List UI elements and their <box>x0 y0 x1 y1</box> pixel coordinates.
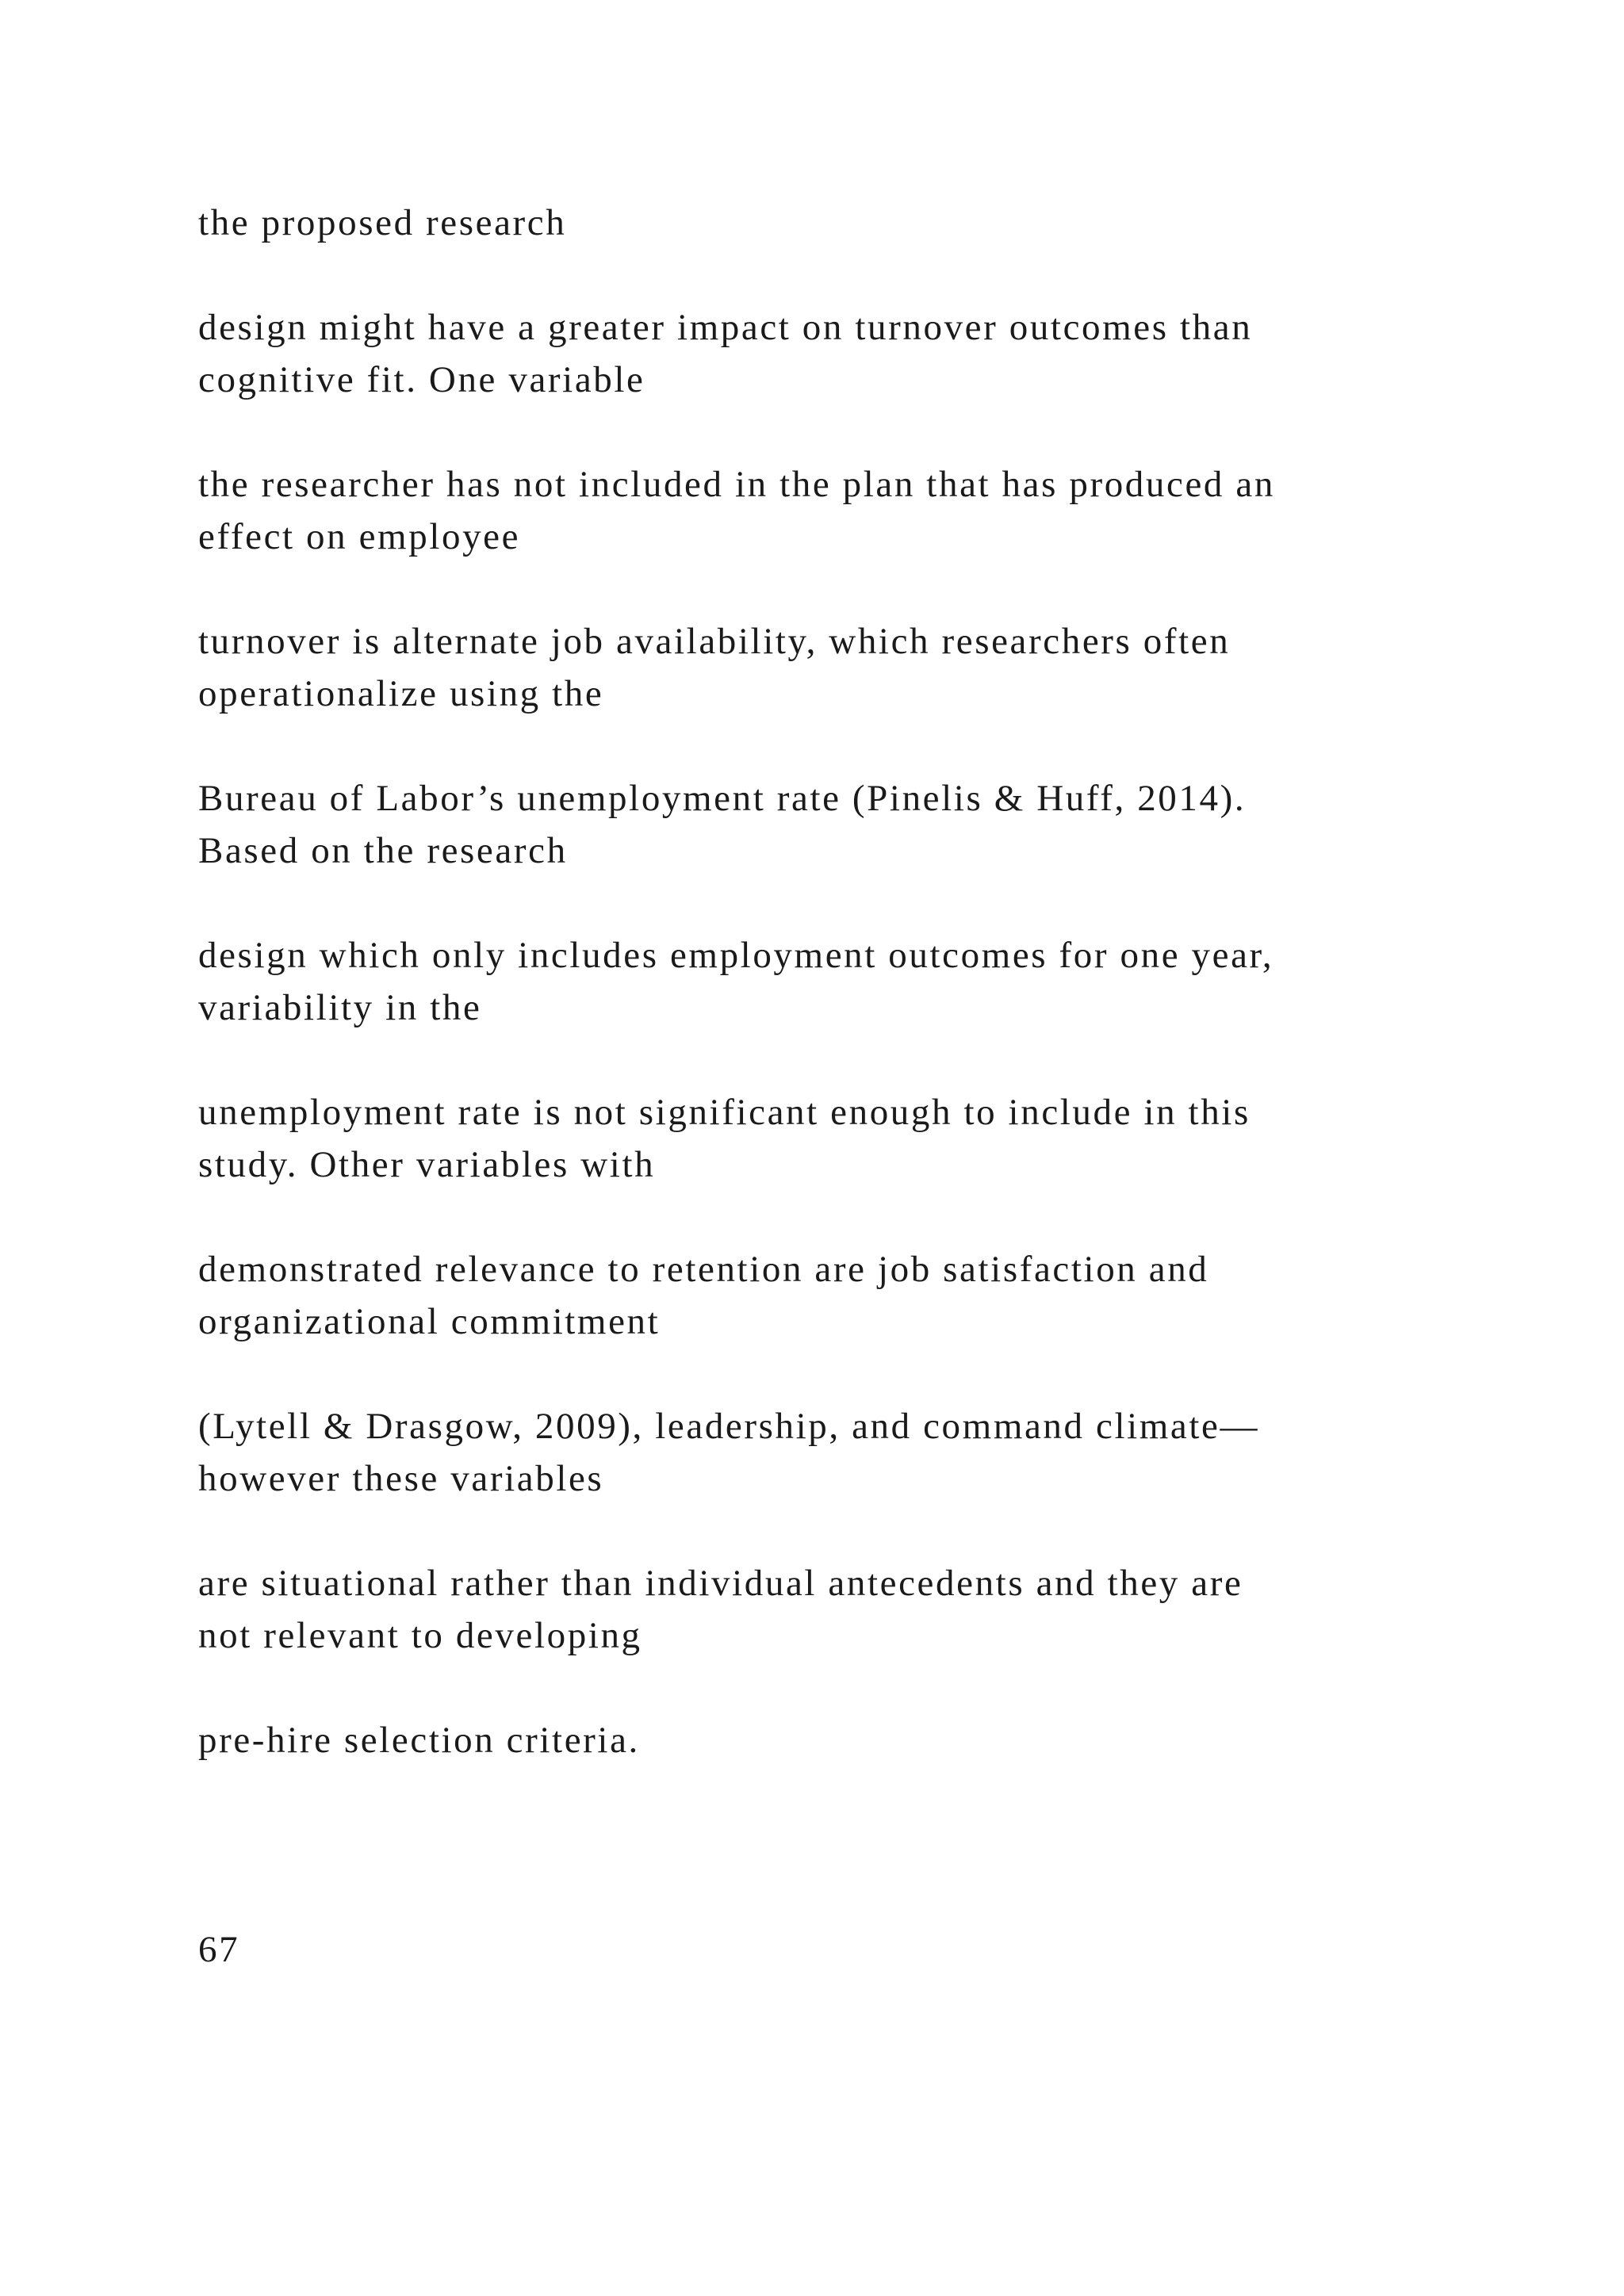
text-line: organizational commitment <box>198 1301 661 1342</box>
text-line: study. Other variables with <box>198 1144 656 1185</box>
paragraph <box>198 929 1546 1034</box>
paragraph <box>198 197 1546 249</box>
paragraph <box>198 772 1546 877</box>
text-line: unemployment rate is not significant enough to include in this <box>198 1092 1251 1133</box>
text-line: the researcher has not included in the plan that has produced an <box>198 464 1275 505</box>
text-line: Bureau of Labor’s unemployment rate (Pinelis & Huff, 2014). <box>198 778 1247 819</box>
text-line: however these variables <box>198 1458 604 1499</box>
text-line: are situational rather than individual antecedents and they are <box>198 1563 1243 1604</box>
text-line: variability in the <box>198 987 482 1028</box>
text-line: demonstrated relevance to retention are job satisfaction and <box>198 1249 1209 1290</box>
text-line: not relevant to developing <box>198 1615 642 1656</box>
paragraph <box>198 1086 1546 1191</box>
text-line: (Lytell & Drasgow, 2009), leadership, and command climate— <box>198 1406 1260 1447</box>
paragraph <box>198 1557 1546 1662</box>
paragraph <box>198 1714 1546 1766</box>
paragraph <box>198 1400 1546 1505</box>
text-line: effect on employee <box>198 516 521 557</box>
text-line: design which only includes employment outcomes for one year, <box>198 935 1274 976</box>
paragraph <box>198 615 1546 720</box>
text-line: turnover is alternate job availability, which researchers often <box>198 621 1231 662</box>
text-line: the proposed research <box>198 202 567 243</box>
text-line: pre-hire selection criteria. <box>198 1720 640 1761</box>
paragraph <box>198 458 1546 563</box>
paragraph <box>198 301 1546 406</box>
text-line: operationalize using the <box>198 673 604 714</box>
paragraph <box>198 1243 1546 1348</box>
text-line: design might have a greater impact on turnover outcomes than <box>198 307 1253 348</box>
text-line: cognitive fit. One variable <box>198 359 645 400</box>
page-number: 67 <box>198 1929 240 1970</box>
text-line: Based on the research <box>198 830 568 871</box>
